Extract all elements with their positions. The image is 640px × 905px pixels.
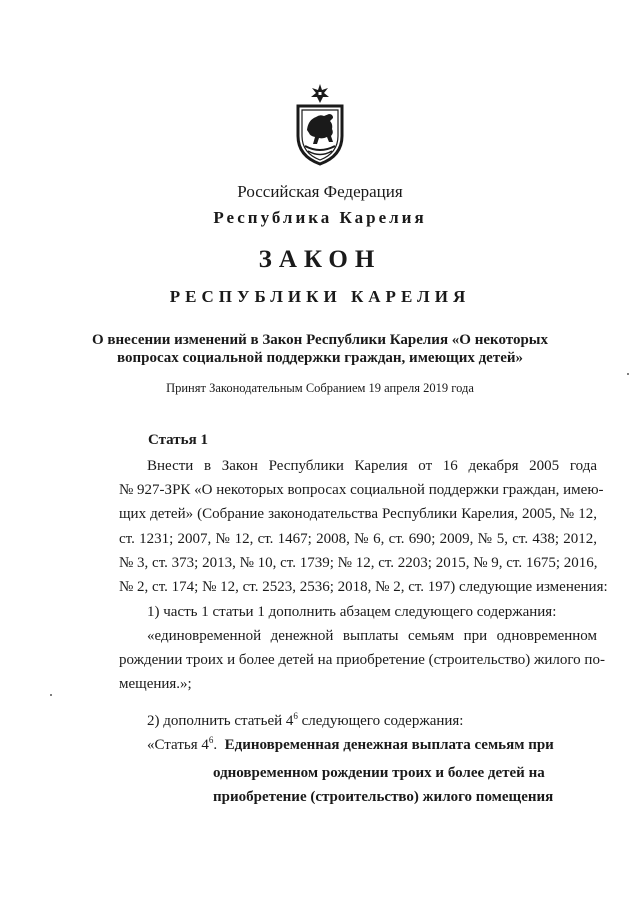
paragraph-line: 1) часть 1 статьи 1 дополнить абзацем следующего содержания:	[147, 604, 557, 620]
paragraph-line: ст. 1231; 2007, № 12, ст. 1467; 2008, № 6, ст. 690; 2009, № 5, ст. 438; 2012,	[119, 530, 597, 547]
item-2-prefix: 2) дополнить статьей 4	[147, 713, 294, 729]
country-name: Российская Федерация	[237, 182, 403, 201]
new-article-heading	[119, 733, 597, 757]
paragraph-line: мещения.»;	[119, 676, 192, 693]
document-title-line-2: вопросах социальной поддержки граждан, имеющих детей»	[116, 350, 524, 366]
paragraph-line: Внести в Закон Республики Карелия от 16 декабря 2005 года	[147, 458, 597, 474]
item-2-superscript: 6	[293, 711, 298, 721]
article-intro-paragraph	[119, 454, 608, 599]
new-article-title-line: одновременном рождении троих и более детей на	[213, 765, 545, 781]
amendment-item-2	[119, 709, 597, 733]
article-heading: Статья 1	[148, 432, 208, 448]
new-article-label: «Статья 4	[147, 737, 209, 753]
paragraph-line: № 927-ЗРК «О некоторых вопросах социальной поддержки граждан, имею-	[119, 482, 604, 499]
scan-speck	[50, 694, 52, 696]
paragraph-line: рождении троих и более детей на приобретение (строительство) жилого по-	[119, 652, 605, 669]
new-article-superscript: 6	[208, 735, 214, 745]
paragraph-line	[119, 709, 597, 733]
amendment-item-1-quote	[119, 624, 605, 697]
scan-speck	[627, 373, 629, 375]
new-article-title-line: приобретение (строительство) жилого помещения	[213, 789, 554, 805]
paragraph-line: «единовременной денежной выплаты семьям при одновременном	[147, 628, 597, 644]
paragraph-line: № 2, ст. 174; № 12, ст. 2523, 2536; 2018, № 2, ст. 197) следующие изменения:	[119, 579, 608, 596]
karelia-coat-of-arms-icon	[293, 84, 347, 166]
new-article-dot: .	[213, 737, 218, 753]
amendment-item-1	[119, 600, 597, 624]
new-article-title-line: Единовременная денежная выплата семьям при	[224, 737, 554, 753]
paragraph-line: щих детей» (Собрание законодательства Республики Карелия, 2005, № 12,	[119, 506, 597, 523]
paragraph-line	[119, 733, 597, 757]
document-issuer: РЕСПУБЛИКИ КАРЕЛИЯ	[169, 287, 471, 306]
paragraph-line: № 3, ст. 373; 2013, № 10, ст. 1739; № 12, ст. 2203; 2015, № 9, ст. 1675; 2016,	[119, 554, 598, 571]
republic-name: Республика Карелия	[213, 208, 427, 227]
item-2-suffix: следующего содержания:	[297, 713, 464, 729]
document-title-line-1: О внесении изменений в Закон Республики Карелия «О некоторых	[91, 332, 548, 348]
adoption-note: Принят Законодательным Собранием 19 апреля 2019 года	[166, 381, 474, 395]
document-type: ЗАКОН	[258, 246, 382, 273]
